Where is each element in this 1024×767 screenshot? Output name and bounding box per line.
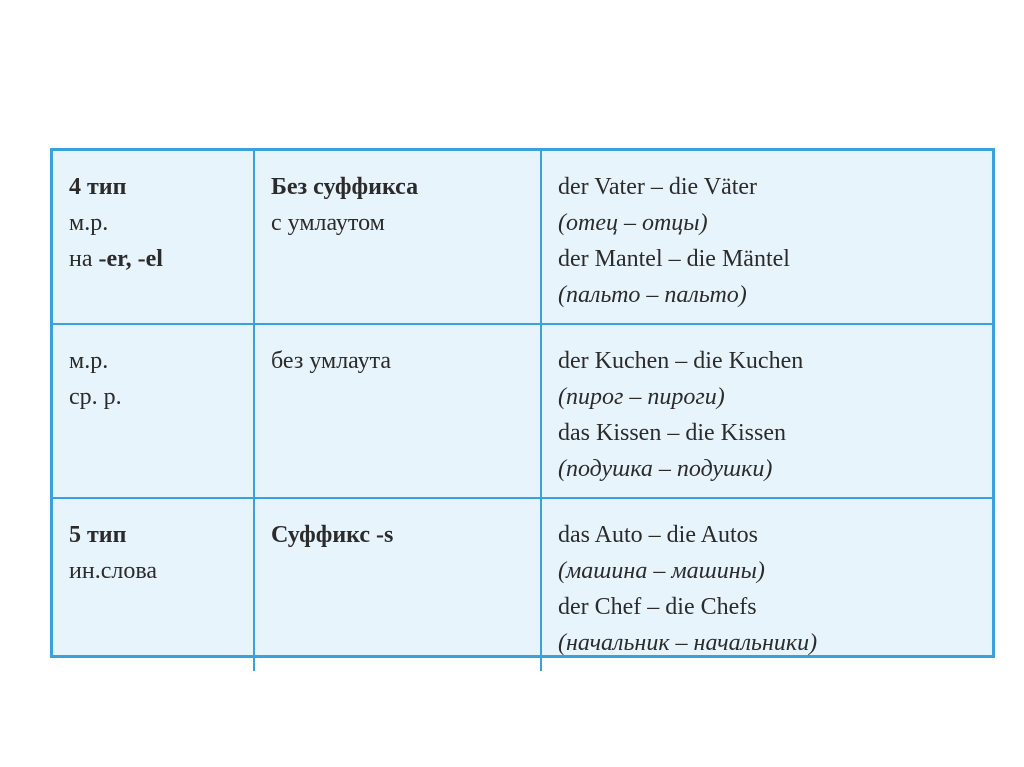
suffix-title: Без суффикса xyxy=(271,174,419,200)
example-line: der Kuchen – die Kuchen xyxy=(558,348,804,374)
type-title: 4 тип xyxy=(69,174,127,200)
suffix-cell xyxy=(254,151,541,324)
gender-label: м.р. xyxy=(69,210,109,236)
suffix-cell xyxy=(254,324,541,498)
umlaut-note: без умлаута xyxy=(271,348,392,374)
type-cell xyxy=(53,498,254,671)
examples-cell xyxy=(541,324,992,498)
examples-cell xyxy=(541,498,992,671)
translation-line: (отец – отцы) xyxy=(558,210,708,236)
word-class-label: ин.слова xyxy=(69,558,157,584)
umlaut-note: с умлаутом xyxy=(271,210,385,236)
ending-prefix: на xyxy=(69,246,99,272)
translation-line: (подушка – подушки) xyxy=(558,456,773,482)
declension-table xyxy=(53,151,992,671)
ending-value: -er, -el xyxy=(98,246,163,272)
type-cell xyxy=(53,151,254,324)
table-row xyxy=(53,151,992,324)
table-row xyxy=(53,324,992,498)
suffix-title: Суффикс -s xyxy=(271,522,394,548)
example-line: das Auto – die Autos xyxy=(558,522,759,548)
table-row xyxy=(53,498,992,671)
example-line: das Kissen – die Kissen xyxy=(558,420,786,446)
example-line: der Mantel – die Mäntel xyxy=(558,246,790,272)
translation-line: (начальник – начальники) xyxy=(558,630,818,656)
translation-line: (машина – машины) xyxy=(558,558,765,584)
suffix-cell xyxy=(254,498,541,671)
examples-cell xyxy=(541,151,992,324)
declension-table-frame xyxy=(50,148,995,658)
gender-label: м.р. xyxy=(69,348,109,374)
type-title: 5 тип xyxy=(69,522,127,548)
translation-line: (пальто – пальто) xyxy=(558,282,747,308)
ending-label xyxy=(69,241,237,277)
type-cell xyxy=(53,324,254,498)
translation-line: (пирог – пироги) xyxy=(558,384,725,410)
example-line: der Vater – die Väter xyxy=(558,174,758,200)
gender-label: ср. р. xyxy=(69,384,122,410)
example-line: der Chef – die Chefs xyxy=(558,594,757,620)
